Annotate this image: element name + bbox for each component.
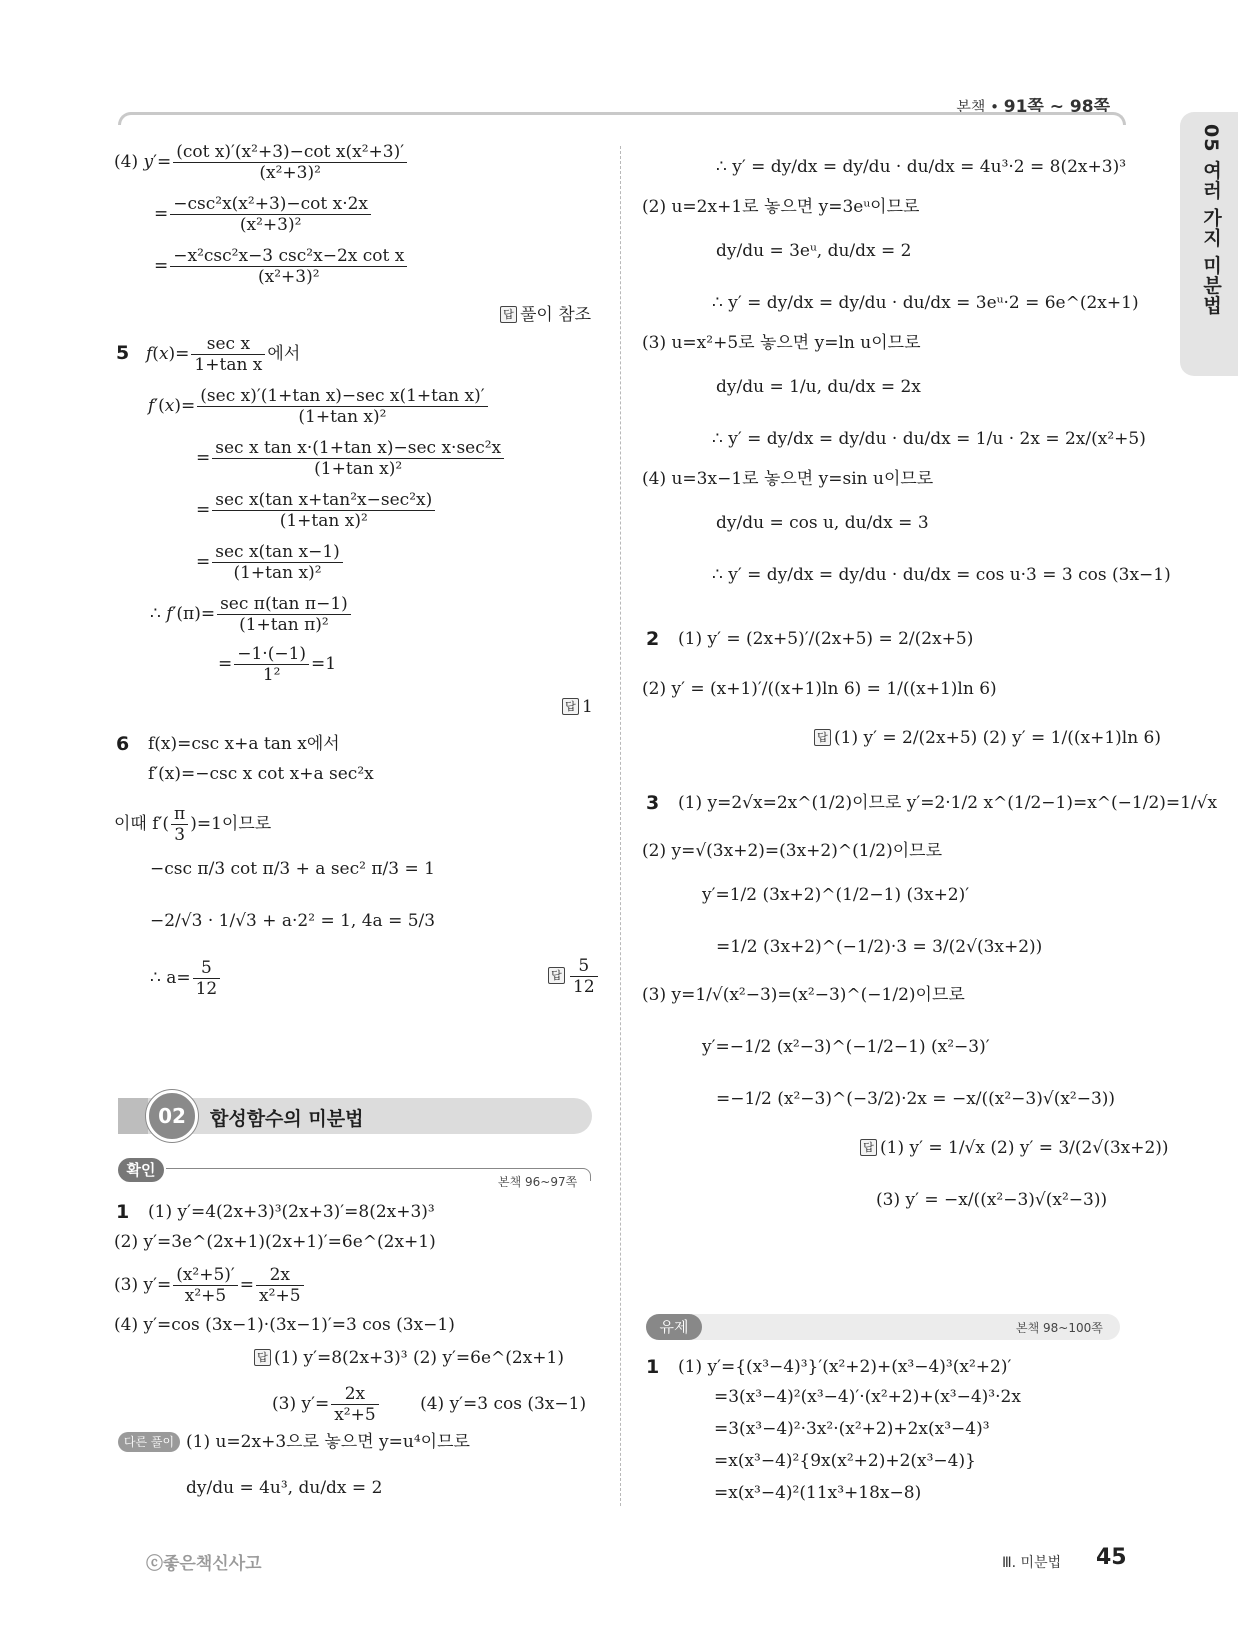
p5-pi-frac <box>217 594 351 635</box>
p4-frac1-num: (cot x)′(x²+3)−cot x(x²+3)′ <box>173 142 407 163</box>
c1-line1: (1) y′=4(2x+3)³(2x+3)′=8(2x+3)³ <box>148 1202 435 1222</box>
p5-d1-den: (1+tan x)² <box>298 407 387 427</box>
p5-d3-den: (1+tan x)² <box>279 511 368 531</box>
p5-d2-num: sec x tan x·(1+tan x)−sec x·sec²x <box>212 438 504 459</box>
p4-frac3 <box>170 246 407 287</box>
chapter-tab <box>1180 112 1238 376</box>
q3-line3: y′=1/2 (3x+2)^(1/2−1) (3x+2)′ <box>702 885 970 905</box>
r-line8: (4) u=3x−1로 놓으면 y=sin u이므로 <box>642 469 934 489</box>
p6-line3-post: =1이므로 <box>196 814 272 834</box>
p4-frac3-den: (x²+3)² <box>258 267 320 287</box>
u1-number: 1 <box>646 1356 660 1378</box>
q3-answer1-text: (1) y′ = 1/√x (2) y′ = 3/(2√(3x+2)) <box>880 1138 1169 1158</box>
p6-a-frac <box>193 958 221 999</box>
page-number: 45 <box>1096 1545 1127 1570</box>
p5-d2: = $\frac{\text{sec x tan x·(1+tan x)−sec x·sec²x}}{\text{(1+tan x)²}}$ <box>196 438 506 479</box>
p6-pi3-den: 3 <box>174 825 186 845</box>
c1-ans2-pre: (3) y′= <box>272 1394 330 1414</box>
p6-answer-num: 5 <box>570 956 598 977</box>
answer-icon: 답 <box>814 729 831 746</box>
p5-d4: = $\frac{\text{sec x(tan x−1)}}{\text{(1+tan x)²}}$ <box>196 542 345 583</box>
c1-l3-n1: (x²+5)′ <box>173 1265 238 1286</box>
chapter-tab-label: 05 여러 가지 미분법 <box>1200 124 1222 316</box>
u1-line5: =x(x³−4)²(11x³+18x−8) <box>714 1483 922 1503</box>
section-number: 02 <box>146 1090 198 1142</box>
answer-icon: 답 <box>548 967 565 984</box>
p5-d1: f′(x)= $\frac{\text{(sec x)′(1+tan x)−sec x(1+tan x)′}}{\text{(1+tan x)²}}$ <box>148 386 490 427</box>
practice-reference: 본책 98~100쪽 <box>1016 1321 1103 1335</box>
q2-line2: (2) y′ = (x+1)′/((x+1)ln 6) = 1/((x+1)ln 6) <box>642 679 997 699</box>
q3-line4: =1/2 (3x+2)^(−1/2)·3 = 3/(2√(3x+2)) <box>716 937 1043 957</box>
p5-v-den: 1² <box>262 665 281 685</box>
p5-value: = $\frac{-1\cdot(-1)}{\text{1²}}$ =1 <box>218 644 337 685</box>
p5-d2-frac <box>212 438 504 479</box>
p4-line3: = $\frac{\text{−x²csc²x−3 csc²x−2x cot x}}{\text{(x²+3)²}}$ <box>154 246 409 287</box>
p5-v-num: −1·(−1) <box>234 644 309 665</box>
p5-d4-num: sec x(tan x−1) <box>212 542 343 563</box>
r-line7: ∴ y′ = dy/dx = dy/du · du/dx = 1/u · 2x = 2x/(x²+5) <box>712 429 1146 449</box>
answer-icon: 답 <box>254 1349 271 1366</box>
r-line1: ∴ y′ = dy/dx = dy/du · du/dx = 4u³·2 = 8(2x+3)³ <box>716 157 1127 177</box>
p5-d3: = $\frac{\text{sec x(tan x+tan²x−sec²x)}}{\text{(1+tan x)²}}$ <box>196 490 437 531</box>
c1-line3: (3) y′= $\frac{\text{(x²+5)′}}{\text{x²+5}}$ = $\frac{2x}{\text{x²+5}}$ <box>114 1265 306 1306</box>
c1-ans2-den: x²+5 <box>334 1405 376 1425</box>
p5-d4-frac <box>212 542 343 583</box>
p5-answer-text: 1 <box>582 697 593 717</box>
u1-line4: =x(x³−4)²{9x(x²+2)+2(x³−4)} <box>714 1451 976 1471</box>
q3-answer2: (3) y′ = −x/((x²−3)√(x²−3)) <box>876 1190 1108 1210</box>
p4-label: (4) <box>114 152 139 172</box>
p6-a-den: 12 <box>195 979 218 999</box>
p4-frac3-num: −x²csc²x−3 csc²x−2x cot x <box>170 246 407 267</box>
alt-line2: dy/du = 4u³, du/dx = 2 <box>186 1478 383 1498</box>
p6-line6-pre: ∴ a= <box>150 968 191 988</box>
c1-l3-pre: (3) y′= <box>114 1275 172 1295</box>
c1-answer2 <box>272 1384 586 1425</box>
q3-number: 3 <box>646 792 660 814</box>
header-rule <box>118 112 1126 125</box>
p4-frac2-num: −csc²x(x²+3)−cot x·2x <box>170 194 371 215</box>
answer-icon: 답 <box>562 698 579 715</box>
p5-number: 5 <box>116 342 130 364</box>
p5-d3-frac <box>212 490 435 531</box>
p5-f-frac <box>191 334 265 375</box>
u1-line1: (1) y′={(x³−4)³}′(x²+2)+(x³−4)³(x²+2)′ <box>678 1357 1012 1377</box>
c1-ans2-num: 2x <box>331 1384 378 1405</box>
p4-frac2 <box>170 194 371 235</box>
p6-line3-pre: 이때 f′ <box>114 814 163 834</box>
q2-answer-text: (1) y′ = 2/(2x+5) (2) y′ = 1/((x+1)ln 6) <box>834 728 1162 748</box>
c1-l3-n2: 2x <box>256 1265 303 1286</box>
answer-icon: 답 <box>860 1139 877 1156</box>
p4-answer <box>500 300 591 325</box>
p6-line3: 이때 f′( $\frac{\pi}{3}$ )=1이므로 <box>114 804 272 845</box>
publisher-logo: ⓒ좋은책신사고 <box>146 1554 262 1574</box>
p5-d3-num: sec x(tan x+tan²x−sec²x) <box>212 490 435 511</box>
p6-line4: −csc π/3 cot π/3 + a sec² π/3 = 1 <box>150 859 435 879</box>
p4-line1: (4) y′= $\frac{\text{(cot x)′(x²+3)−cot x(x²+3)′}}{\text{(x²+3)²}}$ <box>114 142 409 183</box>
p4-frac1-den: (x²+3)² <box>259 163 321 183</box>
check-reference: 본책 96~97쪽 <box>498 1175 578 1189</box>
c1-l3-frac1 <box>173 1265 238 1306</box>
p6-line1: f(x)=csc x+a tan x에서 <box>148 734 340 754</box>
q3-line5: (3) y=1/√(x²−3)=(x²−3)^(−1/2)이므로 <box>642 985 965 1005</box>
p5-pi-den: (1+tan π)² <box>239 615 329 635</box>
q2-number: 2 <box>646 628 660 650</box>
p6-line6 <box>150 958 222 999</box>
alt-line1: (1) u=2x+3으로 놓으면 y=u⁴이므로 <box>186 1432 470 1452</box>
c1-l3-frac2 <box>256 1265 303 1306</box>
c1-ans2-frac <box>331 1384 378 1425</box>
p4-answer-text: 풀이 참조 <box>520 305 592 325</box>
p5-f-den: 1+tan x <box>194 355 263 375</box>
page-range: 91쪽 ~ 98쪽 <box>1003 97 1110 117</box>
p6-answer <box>548 956 600 997</box>
c1-ans2-post: (4) y′=3 cos (3x−1) <box>420 1394 587 1414</box>
r-line3: dy/du = 3eᵘ, du/dx = 2 <box>716 241 912 261</box>
answer-icon: 답 <box>500 306 517 323</box>
q3-line6: y′=−1/2 (x²−3)^(−1/2−1) (x²−3)′ <box>702 1037 990 1057</box>
p4-line2: = $\frac{\text{−csc²x(x²+3)−cot x·2x}}{\text{(x²+3)²}}$ <box>154 194 373 235</box>
p5-d2-den: (1+tan x)² <box>314 459 403 479</box>
p5-answer <box>562 697 593 717</box>
q3-line1: (1) y=2√x=2x^(1/2)이므로 y′=2·1/2 x^(1/2−1)=x^(−1/2)=1/√x <box>678 793 1218 813</box>
book-label: 본책 <box>956 98 986 116</box>
p6-answer-den: 12 <box>573 977 595 997</box>
check-badge: 확인 <box>118 1158 164 1182</box>
p5-intro: f(x)= $\frac{\text{sec x}}{\text{1+tan x}}$ 에서 <box>146 334 301 375</box>
c1-l3-d2: x²+5 <box>259 1286 301 1306</box>
column-divider <box>620 146 621 1506</box>
footer-section: Ⅲ. 미분법 <box>1002 1555 1062 1571</box>
p5-v-frac <box>234 644 309 685</box>
q2-line1: (1) y′ = (2x+5)′/(2x+5) = 2/(2x+5) <box>678 629 974 649</box>
p6-line5: −2/√3 · 1/√3 + a·2² = 1, 4a = 5/3 <box>150 911 436 931</box>
p5-d1-num: (sec x)′(1+tan x)−sec x(1+tan x)′ <box>197 386 487 407</box>
p5-intro-tail: 에서 <box>267 344 301 364</box>
p6-answer-frac <box>570 956 598 997</box>
c1-line4: (4) y′=cos (3x−1)·(3x−1)′=3 cos (3x−1) <box>114 1315 455 1335</box>
c1-number: 1 <box>116 1201 130 1223</box>
r-line5: (3) u=x²+5로 놓으면 y=ln u이므로 <box>642 333 921 353</box>
c1-answer1 <box>254 1348 564 1368</box>
p5-f-num: sec x <box>191 334 265 355</box>
section-title: 합성함수의 미분법 <box>210 1108 364 1130</box>
p4-frac2-den: (x²+3)² <box>239 215 302 235</box>
r-line10: ∴ y′ = dy/dx = dy/du · du/dx = cos u·3 = 3 cos (3x−1) <box>712 565 1171 585</box>
r-line6: dy/du = 1/u, du/dx = 2x <box>716 377 921 397</box>
page-range-header: 본책 • 91쪽 ~ 98쪽 <box>956 97 1110 117</box>
q3-answer1 <box>860 1138 1169 1158</box>
q3-line7: =−1/2 (x²−3)^(−3/2)·2x = −x/((x²−3)√(x²−3)) <box>716 1089 1116 1109</box>
p5-pi-num: sec π(tan π−1) <box>217 594 351 615</box>
c1-l3-d1: x²+5 <box>184 1286 227 1306</box>
p6-pi3-frac <box>171 804 188 845</box>
r-line2: (2) u=2x+1로 놓으면 y=3eᵘ이므로 <box>642 197 920 217</box>
p6-pi3-num: π <box>171 804 188 825</box>
r-line4: ∴ y′ = dy/dx = dy/du · du/dx = 3eᵘ·2 = 6e^(2x+1) <box>712 293 1139 313</box>
c1-line2: (2) y′=3e^(2x+1)(2x+1)′=6e^(2x+1) <box>114 1232 436 1252</box>
p6-number: 6 <box>116 733 130 755</box>
u1-line3: =3(x³−4)²·3x²·(x²+2)+2x(x³−4)³ <box>714 1419 990 1439</box>
q2-answer <box>814 728 1161 748</box>
p6-line2: f′(x)=−csc x cot x+a sec²x <box>148 764 374 784</box>
p5-pi: ∴ f′(π)= $\frac{\text{sec π(tan π−1)}}{\text{(1+tan π)²}}$ <box>150 594 353 635</box>
alternate-solution-badge: 다른 풀이 <box>118 1432 180 1452</box>
r-line9: dy/du = cos u, du/dx = 3 <box>716 513 929 533</box>
practice-badge: 유제 <box>646 1314 702 1340</box>
p4-frac1 <box>173 142 407 183</box>
section-bar-accent <box>118 1098 148 1134</box>
u1-line2: =3(x³−4)²(x³−4)′·(x²+2)+(x³−4)³·2x <box>714 1387 1021 1407</box>
p6-a-num: 5 <box>193 958 221 979</box>
p5-d1-frac <box>197 386 487 427</box>
q3-line2: (2) y=√(3x+2)=(3x+2)^(1/2)이므로 <box>642 841 942 861</box>
c1-answer1-text: (1) y′=8(2x+3)³ (2) y′=6e^(2x+1) <box>274 1348 564 1368</box>
p5-d4-den: (1+tan x)² <box>233 563 322 583</box>
